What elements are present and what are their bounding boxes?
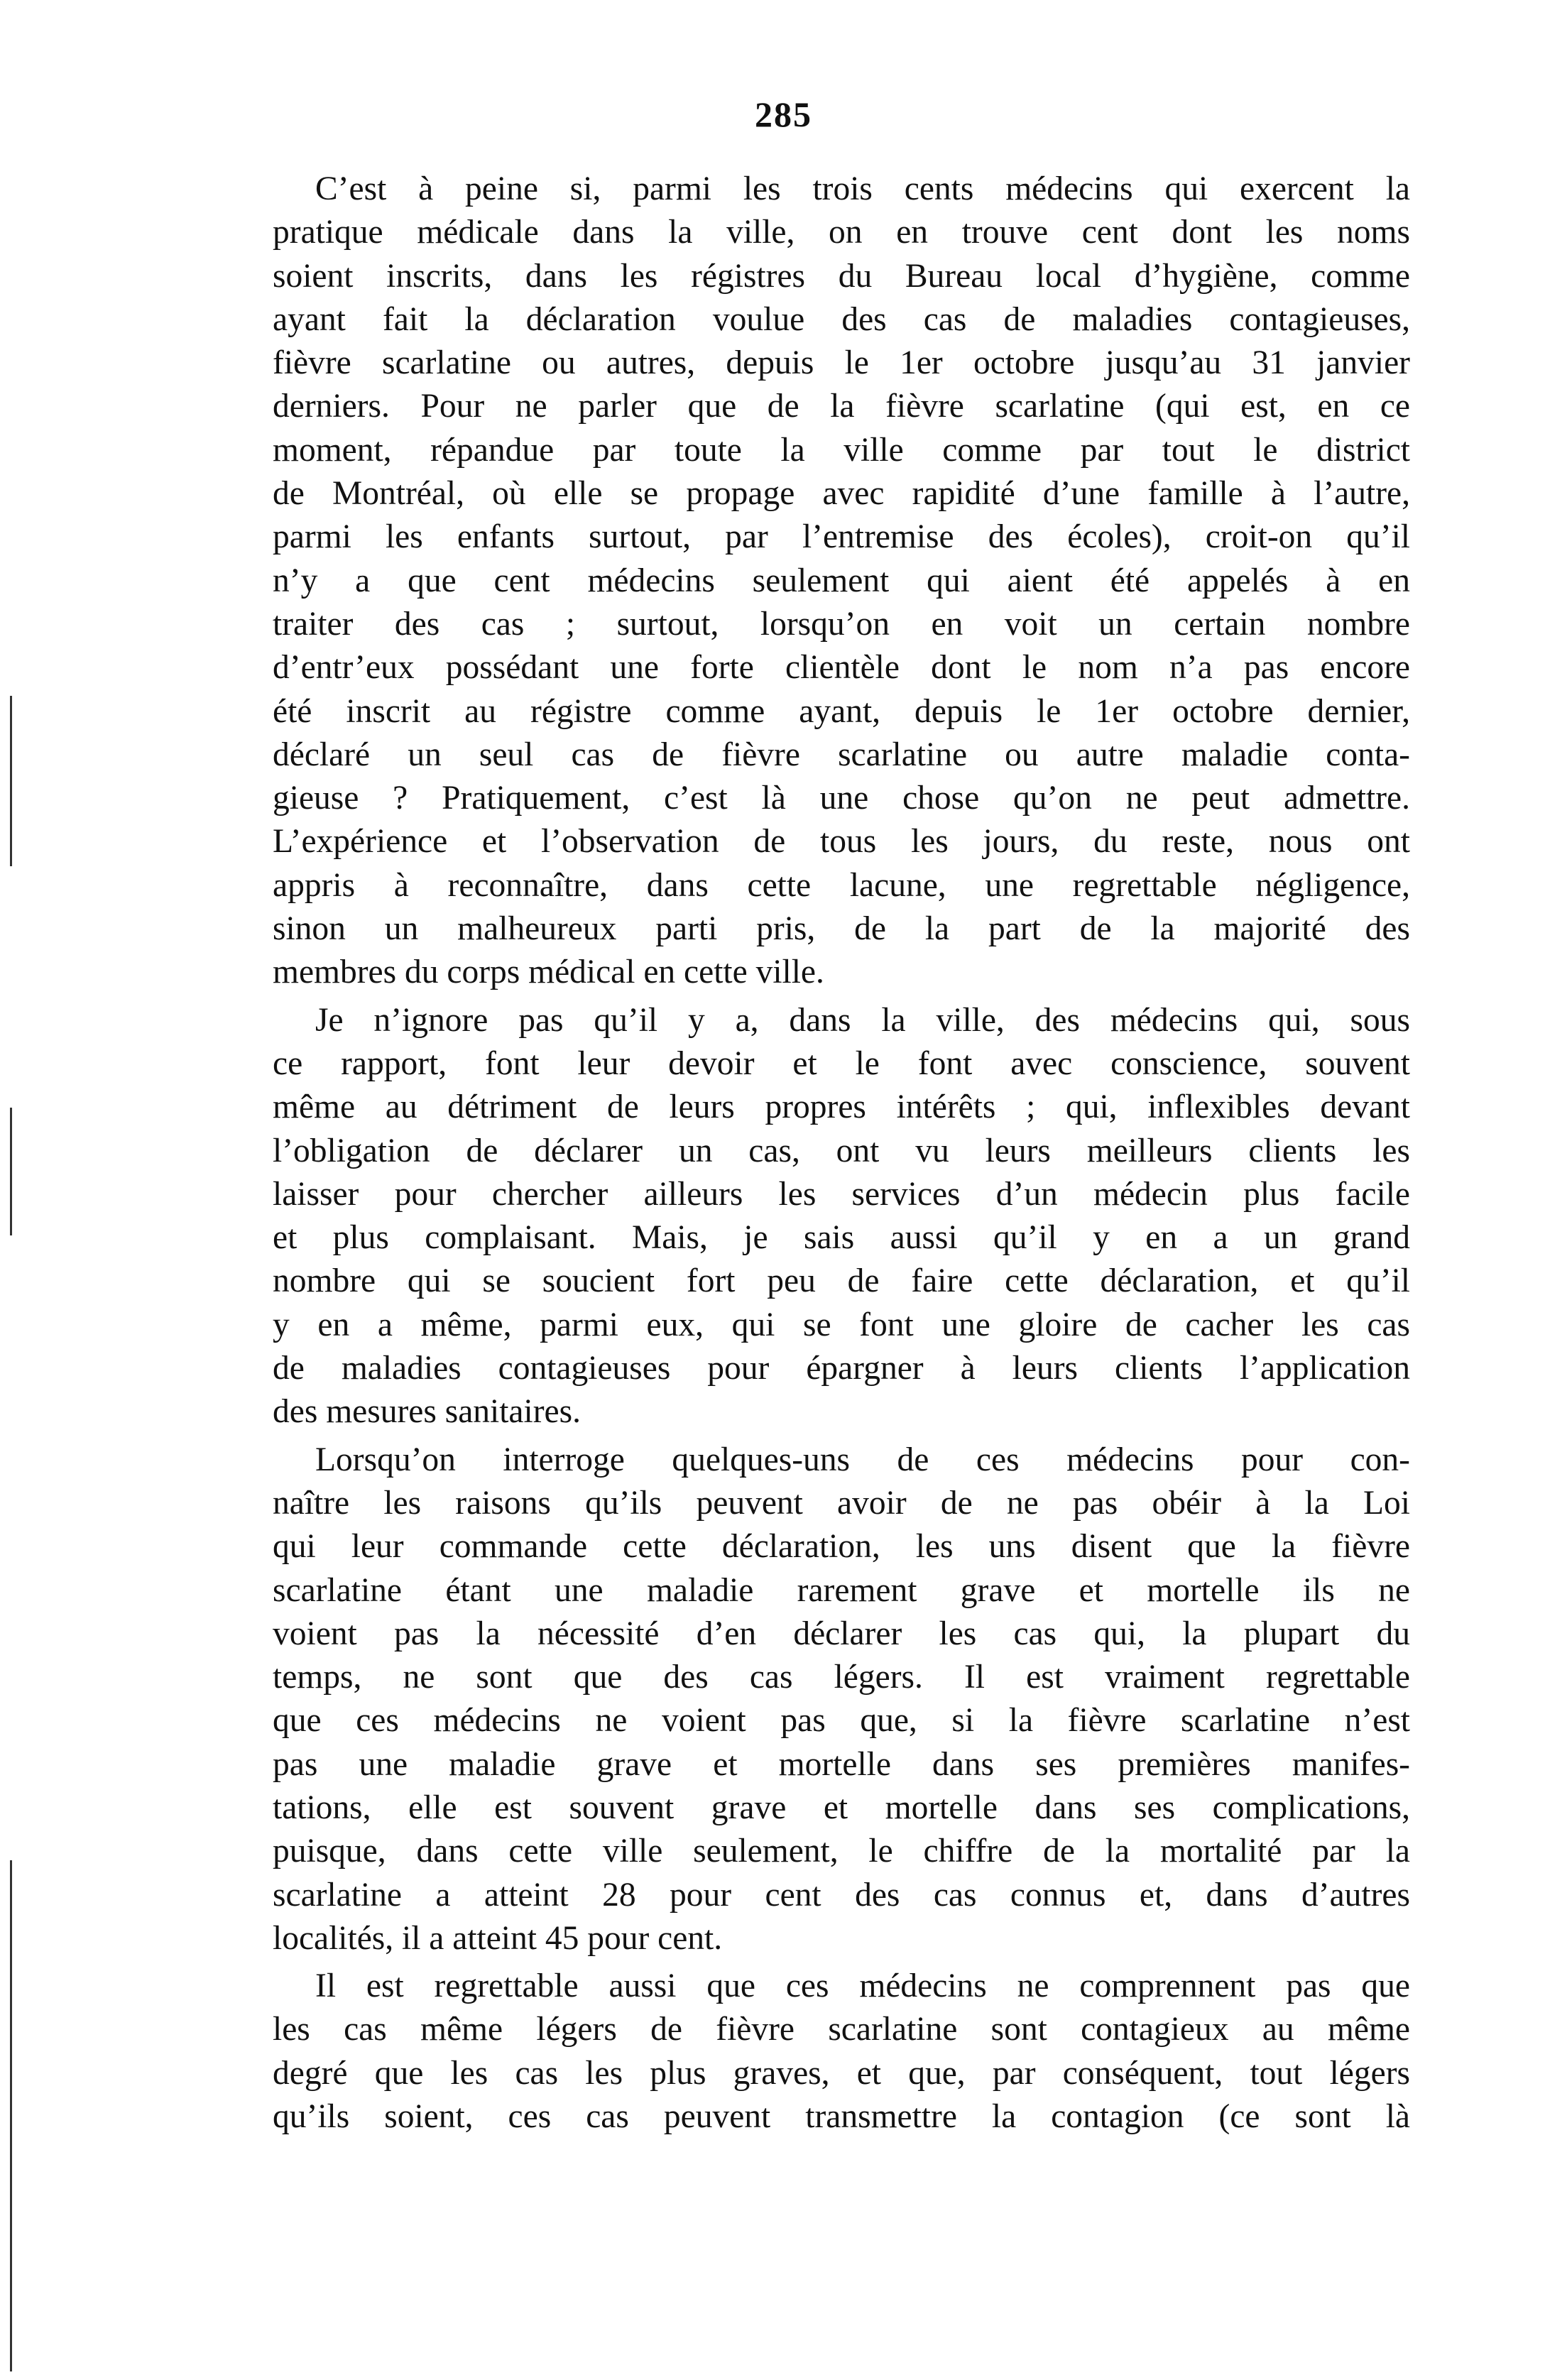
paragraph-2 bbox=[273, 999, 1410, 1434]
text-line: même au détriment de leurs propres intérêts ; qui, inflexibles devant bbox=[273, 1088, 1410, 1126]
text-line: déclaré un seul cas de fièvre scarlatine ou autre maladie conta- bbox=[273, 736, 1410, 773]
text-line: d’entr’eux possédant une forte clientèle dont le nom n’a pas encore bbox=[273, 649, 1410, 687]
text-line: naître les raisons qu’ils peuvent avoir de ne pas obéir à la Loi bbox=[273, 1484, 1410, 1522]
text-line: des mesures sanitaires. bbox=[273, 1393, 581, 1431]
text-line: sinon un malheureux parti pris, de la part de la majorité des bbox=[273, 910, 1410, 948]
text-line: temps, ne sont que des cas légers. Il est vraiment regrettable bbox=[273, 1659, 1410, 1696]
text-line: gieuse ? Pratiquement, c’est là une chose qu’on ne peut admettre. bbox=[273, 780, 1410, 817]
text-line: Il est regrettable aussi que ces médecins ne comprennent pas que bbox=[315, 1967, 1410, 2005]
text-line: que ces médecins ne voient pas que, si la fièvre scarlatine n’est bbox=[273, 1702, 1410, 1740]
text-line: qu’ils soient, ces cas peuvent transmettre la contagion (ce sont là bbox=[273, 2098, 1410, 2136]
text-line: de maladies contagieuses pour épargner à leurs clients l’application bbox=[273, 1350, 1410, 1387]
text-line: scarlatine a atteint 28 pour cent des cas connus et, dans d’autres bbox=[273, 1876, 1410, 1914]
text-line: pratique médicale dans la ville, on en trouve cent dont les noms bbox=[273, 214, 1410, 251]
text-line: tations, elle est souvent grave et mortelle dans ses complications, bbox=[273, 1789, 1410, 1826]
text-line: puisque, dans cette ville seulement, le chiffre de la mortalité par la bbox=[273, 1833, 1410, 1870]
text-line: ayant fait la déclaration voulue des cas de maladies contagieuses, bbox=[273, 300, 1410, 338]
text-line: membres du corps médical en cette ville. bbox=[273, 954, 824, 991]
text-line: Lorsqu’on interroge quelques-uns de ces médecins pour con- bbox=[315, 1441, 1410, 1478]
text-line: traiter des cas ; surtout, lorsqu’on en voit un certain nombre bbox=[273, 605, 1410, 643]
text-line: localités, il a atteint 45 pour cent. bbox=[273, 1919, 723, 1957]
text-line: qui leur commande cette déclaration, les uns disent que la fièvre bbox=[273, 1528, 1410, 1566]
text-line: ce rapport, font leur devoir et le font avec conscience, souvent bbox=[273, 1044, 1410, 1082]
margin-scan-line bbox=[10, 1108, 12, 1235]
text-line: de Montréal, où elle se propage avec rapidité d’une famille à l’autre, bbox=[273, 475, 1410, 513]
text-line: Je n’ignore pas qu’il y a, dans la ville, des médecins qui, sous bbox=[315, 1001, 1410, 1039]
text-line: n’y a que cent médecins seulement qui aient été appelés à en bbox=[273, 562, 1410, 599]
text-line: parmi les enfants surtout, par l’entremise des écoles), croit-on qu’il bbox=[273, 518, 1410, 556]
text-line: appris à reconnaître, dans cette lacune, une regrettable négligence, bbox=[273, 866, 1410, 904]
text-line: voient pas la nécessité d’en déclarer les cas qui, la plupart du bbox=[273, 1615, 1410, 1652]
text-line: nombre qui se soucient fort peu de faire cette déclaration, et qu’il bbox=[273, 1262, 1410, 1300]
text-line: soient inscrits, dans les régistres du Bureau local d’hygiène, comme bbox=[273, 257, 1410, 295]
body-text bbox=[273, 168, 1410, 2139]
text-line: l’obligation de déclarer un cas, ont vu leurs meilleurs clients les bbox=[273, 1132, 1410, 1169]
text-line: été inscrit au régistre comme ayant, depuis le 1er octobre dernier, bbox=[273, 692, 1410, 730]
text-line: pas une maladie grave et mortelle dans ses premières manifes- bbox=[273, 1745, 1410, 1783]
text-line: laisser pour chercher ailleurs les services d’un médecin plus facile bbox=[273, 1175, 1410, 1213]
margin-scan-line bbox=[10, 696, 12, 866]
text-line: L’expérience et l’observation de tous les jours, du reste, nous ont bbox=[273, 823, 1410, 861]
text-line: y en a même, parmi eux, qui se font une gloire de cacher les cas bbox=[273, 1306, 1410, 1343]
page-number: 285 bbox=[755, 94, 812, 134]
text-line: et plus complaisant. Mais, je sais aussi qu’il y en a un grand bbox=[273, 1219, 1410, 1257]
text-line: degré que les cas les plus graves, et que, par conséquent, tout légers bbox=[273, 2054, 1410, 2092]
paragraph-4 bbox=[273, 1965, 1410, 2139]
text-line: C’est à peine si, parmi les trois cents médecins qui exercent la bbox=[315, 170, 1410, 207]
text-line: fièvre scarlatine ou autres, depuis le 1er octobre jusqu’au 31 janvier bbox=[273, 344, 1410, 382]
margin-scan-line bbox=[10, 1860, 12, 2371]
paragraph-1 bbox=[273, 168, 1410, 995]
text-line: derniers. Pour ne parler que de la fièvre scarlatine (qui est, en ce bbox=[273, 388, 1410, 425]
paragraph-3 bbox=[273, 1439, 1410, 1961]
text-line: les cas même légers de fièvre scarlatine sont contagieux au même bbox=[273, 2011, 1410, 2048]
text-line: scarlatine étant une maladie rarement grave et mortelle ils ne bbox=[273, 1571, 1410, 1609]
text-line: moment, répandue par toute la ville comme par tout le district bbox=[273, 431, 1410, 469]
